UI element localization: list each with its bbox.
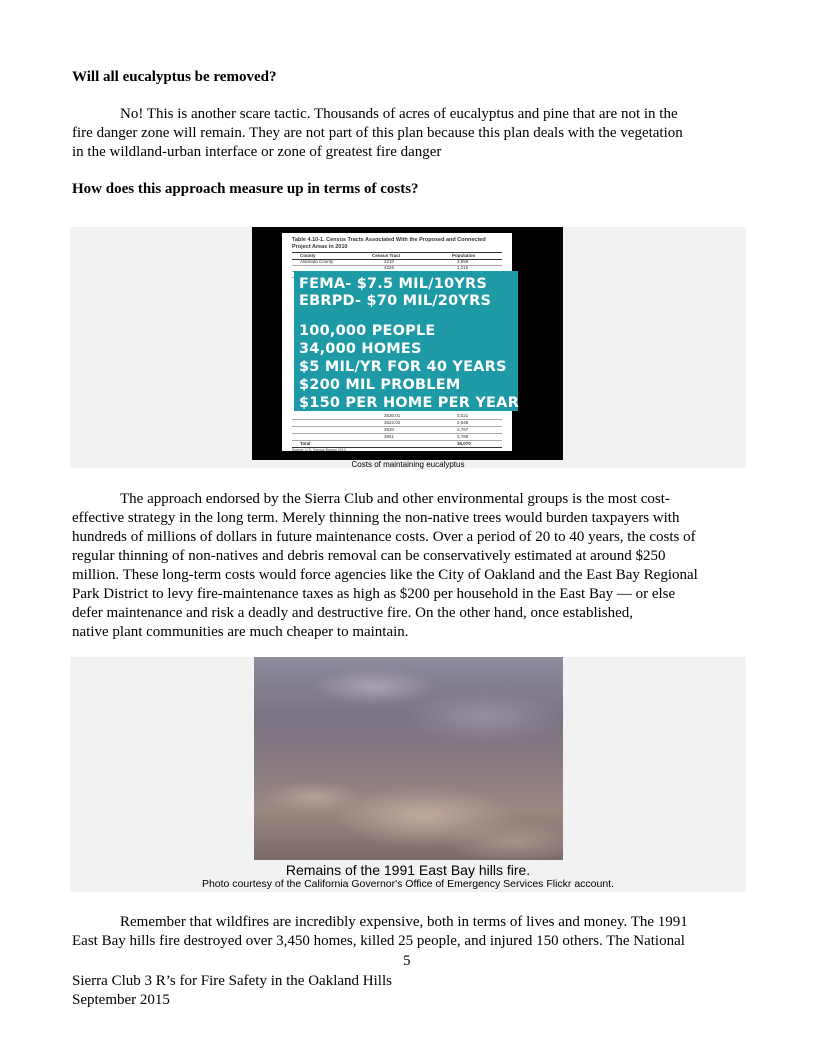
column-header: Census Tract [372,253,401,258]
text-line: native plant communities are much cheaper to maintain. [72,624,409,640]
figure-caption: Remains of the 1991 East Bay hills fire. [285,862,531,878]
text-line: regular thinning of non-natives and debris removal can be conservatively estimated at around $250 [72,548,666,564]
table-source: Source: U.S. Census Bureau 2010 [292,448,346,452]
footer-title: Sierra Club 3 R’s for Fire Safety in the Oakland Hills [72,973,392,989]
table-row [292,420,502,427]
cost-overlay-box [294,271,518,411]
paragraph-wildfires [72,913,762,951]
table-cell: 4226 [384,265,395,270]
table-cell: 3530.01 [384,413,401,418]
fire-remains-photo [254,657,563,860]
figure-fire-remains [70,657,746,892]
figure-costs [70,227,746,468]
text-line: Remember that wildfires are incredibly expensive, both in terms of lives and money. The 1991 [120,914,688,930]
table-title: Table 4.10-1. Census Tracts Associated With the Proposed and Connected Project Areas in 2010 [292,237,486,250]
table-cell: 2,788 [457,434,469,439]
table-cell: 3,021 [457,413,469,418]
photo-credit: Photo courtesy of the California Governor's Office of Emergency Services Flickr account. [201,878,615,890]
paragraph-eucalyptus [72,105,752,162]
table-cell: Alameda County [300,259,334,264]
overlay-line: $5 MIL/YR FOR 40 YEARS [299,359,507,375]
table-cell: Total [300,441,311,446]
column-header: Population [452,253,476,258]
text-line: Park District to levy fire-maintenance taxes as high as $200 per household in the East Bay — or else [72,586,676,602]
table-cell: 3,558 [457,259,469,264]
text-line: No! This is another scare tactic. Thousands of acres of eucalyptus and pine that are not in the [120,106,678,122]
heading-eucalyptus-removed: Will all eucalyptus be removed? [72,69,277,85]
figure-caption: Costs of maintaining eucalyptus [351,460,465,469]
heading-costs: How does this approach measure up in terms of costs? [72,181,419,197]
table-row-total [292,441,502,448]
overlay-line: 34,000 HOMES [299,341,422,357]
table-row [292,427,502,434]
text-line: The approach endorsed by the Sierra Club and other environmental groups is the most cost- [120,491,670,507]
overlay-line: EBRPD- $70 MIL/20YRS [299,293,492,309]
table-cell: 2,767 [457,427,469,432]
overlay-line: 100,000 PEOPLE [299,323,436,339]
text-line: fire danger zone will remain. They are not part of this plan because this plan deals with the vegetation [72,125,683,141]
footer [72,972,392,1010]
overlay-line: FEMA- $7.5 MIL/10YRS [299,276,487,292]
table-cell: 36,070 [457,441,471,446]
table-cell: 3520 [384,427,395,432]
page-number: 5 [403,953,411,969]
text-line: hundreds of millions of dollars in future maintenance costs. Over a period of 20 to 40 years, the costs of [72,529,696,545]
text-line: defer maintenance and risk a deadly and destructive fire. On the other hand, once established, [72,605,634,621]
text-line: in the wildland-urban interface or zone of greatest fire danger [72,144,442,160]
text-line: million. These long-term costs would force agencies like the City of Oakland and the East Bay Regional [72,567,698,583]
text-line: East Bay hills fire destroyed over 3,450 homes, killed 25 people, and injured 150 others. The National [72,933,685,949]
overlay-line: $200 MIL PROBLEM [299,377,461,393]
table-cell: 3522.02 [384,420,401,425]
text-line: effective strategy in the long term. Merely thinning the non-native trees would burden taxpayers with [72,510,680,526]
table-row [292,434,502,441]
table-row [292,413,502,420]
overlay-line: $150 PER HOME PER YEAR [299,395,519,411]
table-cell: 1,215 [457,265,469,270]
table-cell: 3651 [384,434,395,439]
table-cell: 4210 [384,259,395,264]
slide-image [252,227,563,460]
footer-date: September 2015 [72,992,170,1008]
paragraph-approach [72,490,762,642]
column-header: County [300,253,316,258]
table-cell: 2,548 [457,420,469,425]
